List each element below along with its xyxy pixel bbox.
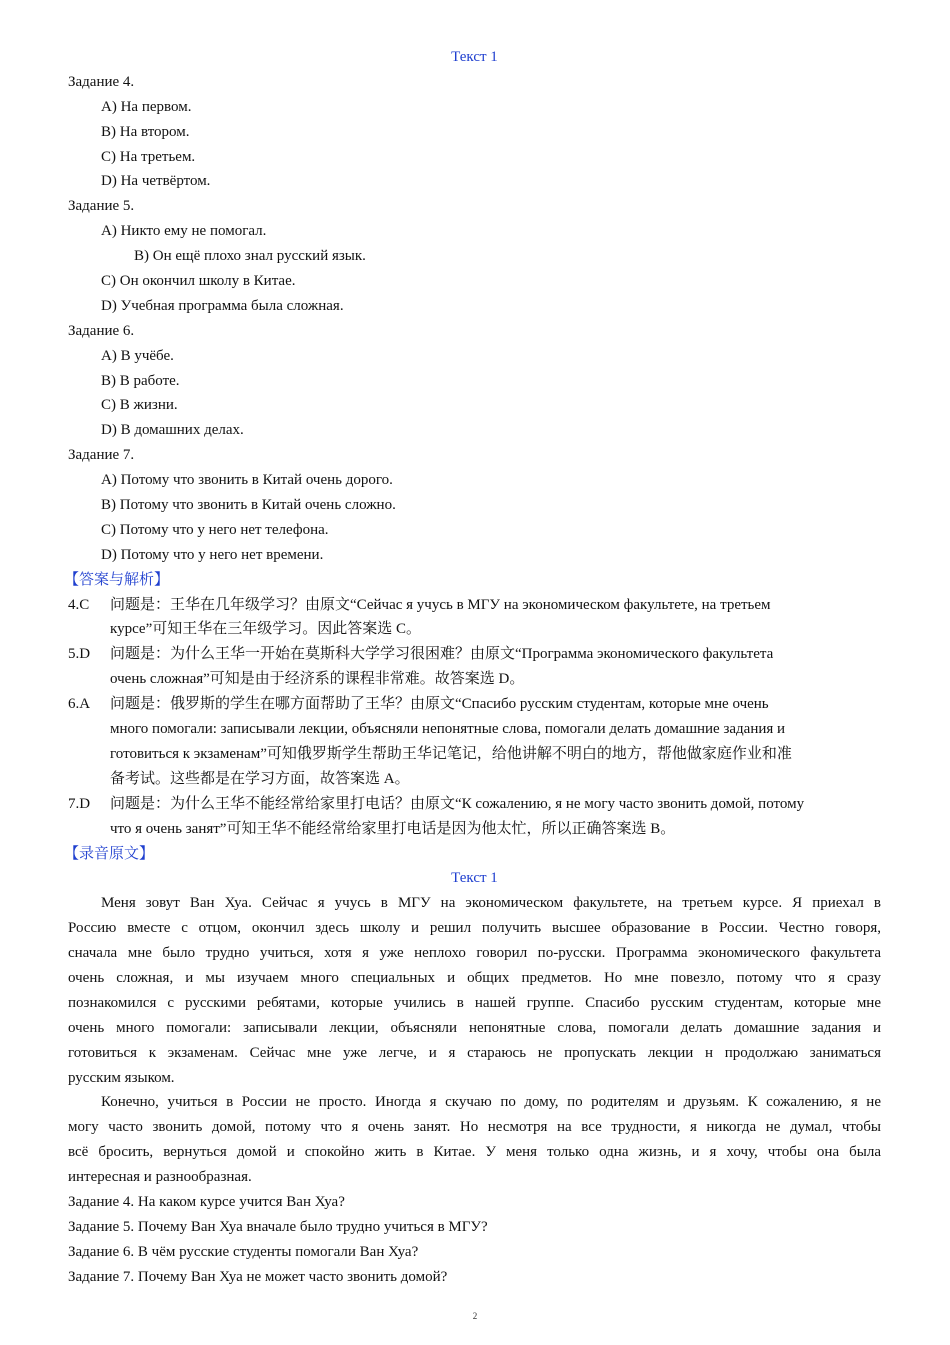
task-heading: Задание 6. — [68, 322, 135, 339]
paragraph-line: познакомился с русскими ребятами, которые учились в нашей группе. Спасибо русским студентам, которые мне — [68, 994, 881, 1011]
answer-number: 6.A — [68, 696, 91, 713]
task-heading: Задание 4. — [68, 73, 135, 90]
paragraph-line: русским языком. — [68, 1069, 175, 1086]
task-heading: Задание 5. — [68, 198, 135, 215]
text-title: Текст 1 — [451, 49, 498, 65]
paragraph-line: Россию вместе с отцом, окончил здесь школу и решил получить высшее образование в России. Честно говоря, — [68, 920, 881, 937]
answer-option: C) Потому что у него нет телефона. — [101, 521, 329, 538]
explanation-line: много помогали: записывали лекции, объясняли непонятные слова, помогали делать домашние задания и — [110, 721, 786, 738]
paragraph-line: сначала мне было трудно учиться, хотя я уже неплохо говорил по-русски. Программа экономического факультета — [68, 945, 881, 962]
answer-option: A) Никто ему не помогал. — [101, 223, 267, 240]
answer-number: 7.D — [68, 795, 91, 812]
answer-option: D) На четвёртом. — [101, 173, 211, 190]
answer-option: D) Потому что у него нет времени. — [101, 546, 324, 563]
answer-option: B) Он ещё плохо знал русский язык. — [134, 248, 366, 265]
paragraph-line: Меня зовут Ван Хуа. Сейчас я учусь в МГУ на экономическом факультете, на третьем курсе. Я приехал в — [101, 895, 881, 912]
question-line: Задание 5. Почему Ван Хуа вначале было трудно учиться в МГУ? — [68, 1218, 488, 1235]
answer-option: A) На первом. — [101, 98, 192, 115]
answer-option: B) На втором. — [101, 123, 190, 140]
answer-option: A) Потому что звонить в Китай очень дорого. — [101, 472, 393, 489]
paragraph-line: могу часто звонить домой, потому что я очень занят. Но несмотря на все трудности, я никогда не думал, чтобы — [68, 1119, 881, 1136]
paragraph-line: всё бросить, вернуться домой и спокойно жить в Китае. У меня только одна жизнь, и я хочу, чтобы она была — [68, 1144, 881, 1161]
answer-explanation — [68, 692, 881, 792]
question-line: Задание 7. Почему Ван Хуа не может часто звонить домой? — [68, 1268, 448, 1285]
answer-option: A) В учёбе. — [101, 347, 174, 364]
answer-number: 5.D — [68, 646, 91, 663]
explanation-line: готовиться к экзаменам”可知俄罗斯学生帮助王华记笔记，给他讲解不明白的地方，帮他做家庭作业和准 — [110, 745, 792, 762]
explanation-line: 问题是：王华在几年级学习？由原文“Сейчас я учусь в МГУ на экономическом факультете, на третьем — [110, 596, 771, 613]
question-line: Задание 4. На каком курсе учится Ван Хуа? — [68, 1193, 345, 1210]
explanation-line: 问题是：为什么王华一开始在莫斯科大学学习很困难？由原文“Программа экономического факультета — [110, 646, 774, 663]
explanation-line: очень сложная”可知是由于经济系的课程非常难。故答案选 D。 — [110, 671, 525, 688]
answer-explanation — [68, 642, 881, 692]
answer-option: B) В работе. — [101, 372, 180, 389]
explanation-line: 备考试。这些都是在学习方面，故答案选 A。 — [110, 770, 410, 787]
answers-heading: 【答案与解析】 — [64, 571, 170, 588]
answer-explanation — [68, 792, 881, 842]
answer-option: D) Учебная программа была сложная. — [101, 297, 344, 314]
page-number: 2 — [472, 1311, 478, 1321]
task-heading: Задание 7. — [68, 447, 135, 464]
paragraph-line: интересная и разнообразная. — [68, 1169, 252, 1186]
explanation-line: 问题是：为什么王华不能经常给家里打电话？由原文“К сожалению, я не могу часто звонить домой, потому — [110, 795, 805, 812]
explanation-line: 问题是：俄罗斯的学生在哪方面帮助了王华？由原文“Спасибо русским студентам, которые мне очень — [110, 696, 769, 713]
document-page — [64, 45, 881, 1290]
paragraph-line: готовиться к экзаменам. Сейчас мне уже легче, и я стараюсь не пропускать лекции н продолжаю заниматься — [68, 1044, 881, 1061]
paragraph-line: очень сложная, и мы изучаем много специальных и общих предметов. Но мне повезло, потому что я сразу — [68, 969, 881, 986]
transcript-paragraph — [68, 891, 881, 1090]
explanation-line: что я очень занят”可知王华不能经常给家里打电话是因为他太忙，所以正确答案选 B。 — [110, 820, 676, 837]
answer-option: B) Потому что звонить в Китай очень сложно. — [101, 497, 396, 514]
explanation-line: курсе”可知王华在三年级学习。因此答案选 C。 — [110, 621, 421, 638]
answer-option: C) В жизни. — [101, 397, 178, 414]
answer-option: D) В домашних делах. — [101, 422, 244, 439]
answer-option: C) Он окончил школу в Китае. — [101, 273, 296, 290]
transcript-heading: 【录音原文】 — [64, 845, 155, 862]
paragraph-line: очень много помогали: записывали лекции, объясняли непонятные слова, помогали делать домашние задания и — [68, 1019, 881, 1036]
text-title: Текст 1 — [451, 870, 498, 887]
answer-option: C) На третьем. — [101, 148, 196, 165]
question-line: Задание 6. В чём русские студенты помогали Ван Хуа? — [68, 1243, 419, 1260]
transcript-paragraph — [68, 1090, 881, 1190]
answer-number: 4.C — [68, 596, 90, 613]
answer-explanation — [68, 593, 881, 643]
paragraph-line: Конечно, учиться в России не просто. Иногда я скучаю по дому, по родителям и друзьям. К сожалению, я не — [101, 1094, 881, 1111]
